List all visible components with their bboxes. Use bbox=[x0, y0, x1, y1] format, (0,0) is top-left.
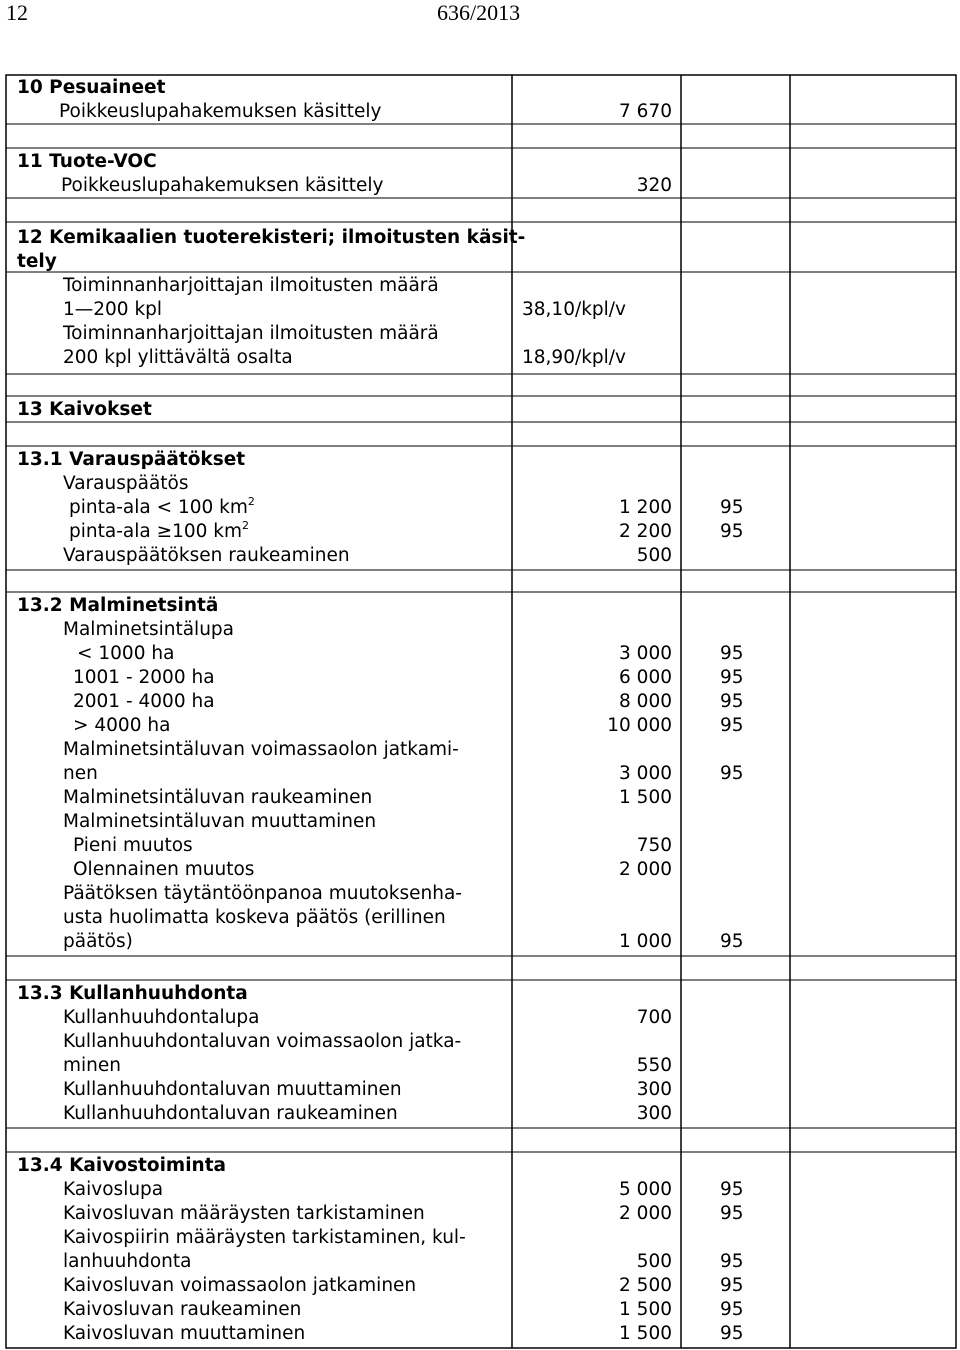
row-text: Malminetsintälupa bbox=[63, 619, 234, 640]
fee-amount: 300 bbox=[636, 1079, 672, 1100]
section-heading bbox=[17, 226, 525, 250]
row-text: Malminetsintäluvan muuttaminen bbox=[63, 811, 377, 832]
row-text: Kaivosluvan muuttaminen bbox=[63, 1323, 306, 1344]
fee-item-label bbox=[63, 322, 439, 346]
row-text: 13 Kaivokset bbox=[17, 399, 152, 420]
row-text: päätös) bbox=[63, 931, 133, 952]
row-text: < 1000 ha bbox=[77, 643, 175, 664]
fee-amount: 750 bbox=[636, 835, 672, 856]
row-text: 13.1 Varauspäätökset bbox=[17, 449, 246, 470]
row-text: minen bbox=[63, 1055, 121, 1076]
fee-rate: 38,10/kpl/v bbox=[522, 299, 626, 320]
section-heading bbox=[17, 594, 218, 618]
fee-item-label bbox=[63, 298, 162, 322]
row-text: 13.4 Kaivostoiminta bbox=[17, 1155, 227, 1176]
row-text: Olennainen muutos bbox=[73, 859, 255, 880]
section-heading bbox=[17, 250, 57, 274]
extra-amount: 95 bbox=[720, 691, 744, 712]
fee-amount: 500 bbox=[636, 1251, 672, 1272]
fee-item-label bbox=[73, 714, 170, 738]
extra-amount: 95 bbox=[720, 1251, 744, 1272]
row-text: Kullanhuuhdontaluvan muuttaminen bbox=[63, 1079, 402, 1100]
extra-amount: 95 bbox=[720, 1299, 744, 1320]
fee-item-label bbox=[63, 472, 189, 496]
fee-amount: 1 500 bbox=[619, 1299, 672, 1320]
fee-amount: 7 670 bbox=[619, 101, 672, 122]
row-text: Varauspäätöksen raukeaminen bbox=[63, 545, 350, 566]
row-text: 13.2 Malminetsintä bbox=[17, 595, 219, 616]
row-text: tely bbox=[17, 251, 57, 272]
fee-item-label bbox=[63, 930, 133, 954]
section-heading bbox=[17, 1154, 226, 1178]
extra-amount: 95 bbox=[720, 1323, 744, 1344]
fee-item-label bbox=[61, 174, 383, 198]
fee-item-label bbox=[77, 642, 174, 666]
fee-item-label bbox=[73, 666, 215, 690]
row-text: 1—200 kpl bbox=[63, 299, 163, 320]
fee-amount: 5 000 bbox=[619, 1179, 672, 1200]
superscript: 2 bbox=[242, 519, 249, 532]
fee-item-label bbox=[63, 1250, 191, 1274]
row-text: Kaivoslupa bbox=[63, 1179, 164, 1200]
row-text: Pieni muutos bbox=[73, 835, 193, 856]
section-heading bbox=[17, 398, 152, 422]
superscript: 2 bbox=[247, 495, 255, 508]
fee-item-label bbox=[63, 762, 98, 786]
fee-amount: 2 000 bbox=[619, 859, 672, 880]
row-text: Kullanhuuhdontaluvan raukeaminen bbox=[63, 1103, 398, 1124]
row-text: Kullanhuuhdontaluvan voimassaolon jatka- bbox=[63, 1031, 462, 1052]
fee-amount: 700 bbox=[636, 1007, 672, 1028]
extra-amount: 95 bbox=[720, 497, 744, 518]
extra-amount: 95 bbox=[720, 521, 744, 542]
extra-amount: 95 bbox=[720, 763, 744, 784]
row-text: Päätöksen täytäntöönpanoa muutoksenha- bbox=[63, 883, 462, 904]
fee-item-label bbox=[63, 738, 459, 762]
fee-item-label bbox=[63, 1054, 121, 1078]
row-text: lanhuuhdonta bbox=[63, 1251, 192, 1272]
row-text: Poikkeuslupahakemuksen käsittely bbox=[61, 175, 384, 196]
fee-amount: 8 000 bbox=[619, 691, 672, 712]
fee-amount: 500 bbox=[636, 545, 672, 566]
fee-item-label bbox=[63, 1030, 461, 1054]
fee-item-label bbox=[59, 100, 381, 124]
extra-amount: 95 bbox=[720, 1275, 744, 1296]
fee-amount: 300 bbox=[636, 1103, 672, 1124]
extra-amount: 95 bbox=[720, 715, 744, 736]
row-text: 2001 - 4000 ha bbox=[73, 691, 215, 712]
extra-amount: 95 bbox=[720, 667, 744, 688]
row-text: Toiminnanharjoittajan ilmoitusten määrä bbox=[63, 275, 439, 296]
row-text: Kullanhuuhdontalupa bbox=[63, 1007, 260, 1028]
row-text: Kaivospiirin määräysten tarkistaminen, kul- bbox=[63, 1227, 466, 1248]
fee-item-label bbox=[63, 1274, 416, 1298]
extra-amount: 95 bbox=[720, 931, 744, 952]
statute-reference: 636/2013 bbox=[437, 0, 521, 25]
fee-amount: 1 000 bbox=[619, 931, 672, 952]
fee-amount: 1 200 bbox=[619, 497, 672, 518]
row-text: > 4000 ha bbox=[73, 715, 171, 736]
row-text: 10 Pesuaineet bbox=[17, 77, 166, 98]
fee-item-label bbox=[63, 1226, 466, 1250]
fee-amount: 10 000 bbox=[607, 715, 672, 736]
fee-amount: 1 500 bbox=[619, 787, 672, 808]
fee-item-label bbox=[63, 906, 446, 930]
fee-item-label bbox=[63, 1298, 301, 1322]
row-text: 200 kpl ylittävältä osalta bbox=[63, 347, 293, 368]
fee-item-label bbox=[63, 346, 293, 370]
fee-amount: 1 500 bbox=[619, 1323, 672, 1344]
fee-amount: 3 000 bbox=[619, 763, 672, 784]
section-heading bbox=[17, 448, 245, 472]
row-text: pinta-ala < 100 km bbox=[69, 497, 248, 518]
row-text: Malminetsintäluvan voimassaolon jatkami- bbox=[63, 739, 459, 760]
fee-item-label bbox=[63, 274, 439, 298]
fee-item-label bbox=[63, 1078, 402, 1102]
fee-amount: 2 000 bbox=[619, 1203, 672, 1224]
row-text: Malminetsintäluvan raukeaminen bbox=[63, 787, 373, 808]
fee-item-label bbox=[73, 858, 254, 882]
fee-item-label bbox=[63, 618, 234, 642]
page-number: 12 bbox=[6, 0, 28, 25]
fee-item-label bbox=[73, 834, 193, 858]
fee-item-label bbox=[63, 786, 372, 810]
fee-item-label bbox=[63, 1202, 425, 1226]
row-text: Varauspäätös bbox=[63, 473, 189, 494]
fee-item-label bbox=[63, 1102, 398, 1126]
row-text: 1001 - 2000 ha bbox=[73, 667, 215, 688]
row-text: pinta-ala ≥100 km bbox=[69, 521, 242, 542]
fee-item-label bbox=[69, 520, 249, 544]
fee-amount: 2 500 bbox=[619, 1275, 672, 1296]
fee-item-label bbox=[63, 1322, 305, 1346]
fee-item-label bbox=[69, 496, 255, 520]
fee-item-label bbox=[63, 810, 376, 834]
row-text: 13.3 Kullanhuuhdonta bbox=[17, 983, 248, 1004]
row-text: Poikkeuslupahakemuksen käsittely bbox=[59, 101, 382, 122]
fee-item-label bbox=[63, 882, 462, 906]
fee-rate: 18,90/kpl/v bbox=[522, 347, 626, 368]
row-text: usta huolimatta koskeva päätös (erillinen bbox=[63, 907, 446, 928]
fee-amount: 320 bbox=[636, 175, 672, 196]
fee-amount: 550 bbox=[636, 1055, 672, 1076]
fee-item-label bbox=[73, 690, 215, 714]
fee-item-label bbox=[63, 1178, 163, 1202]
fee-amount: 3 000 bbox=[619, 643, 672, 664]
row-text: 11 Tuote-VOC bbox=[17, 151, 157, 172]
row-text: Kaivosluvan määräysten tarkistaminen bbox=[63, 1203, 425, 1224]
extra-amount: 95 bbox=[720, 1179, 744, 1200]
fee-amount: 2 200 bbox=[619, 521, 672, 542]
fee-item-label bbox=[63, 544, 350, 568]
fee-item-label bbox=[63, 1006, 260, 1030]
section-heading bbox=[17, 150, 157, 174]
section-heading bbox=[17, 982, 248, 1006]
extra-amount: 95 bbox=[720, 643, 744, 664]
fee-amount: 6 000 bbox=[619, 667, 672, 688]
row-text: Toiminnanharjoittajan ilmoitusten määrä bbox=[63, 323, 439, 344]
extra-amount: 95 bbox=[720, 1203, 744, 1224]
row-text: Kaivosluvan raukeaminen bbox=[63, 1299, 302, 1320]
section-heading bbox=[17, 76, 165, 100]
row-text: Kaivosluvan voimassaolon jatkaminen bbox=[63, 1275, 417, 1296]
row-text: nen bbox=[63, 763, 98, 784]
row-text: 12 Kemikaalien tuoterekisteri; ilmoitusten käsit- bbox=[17, 227, 526, 248]
